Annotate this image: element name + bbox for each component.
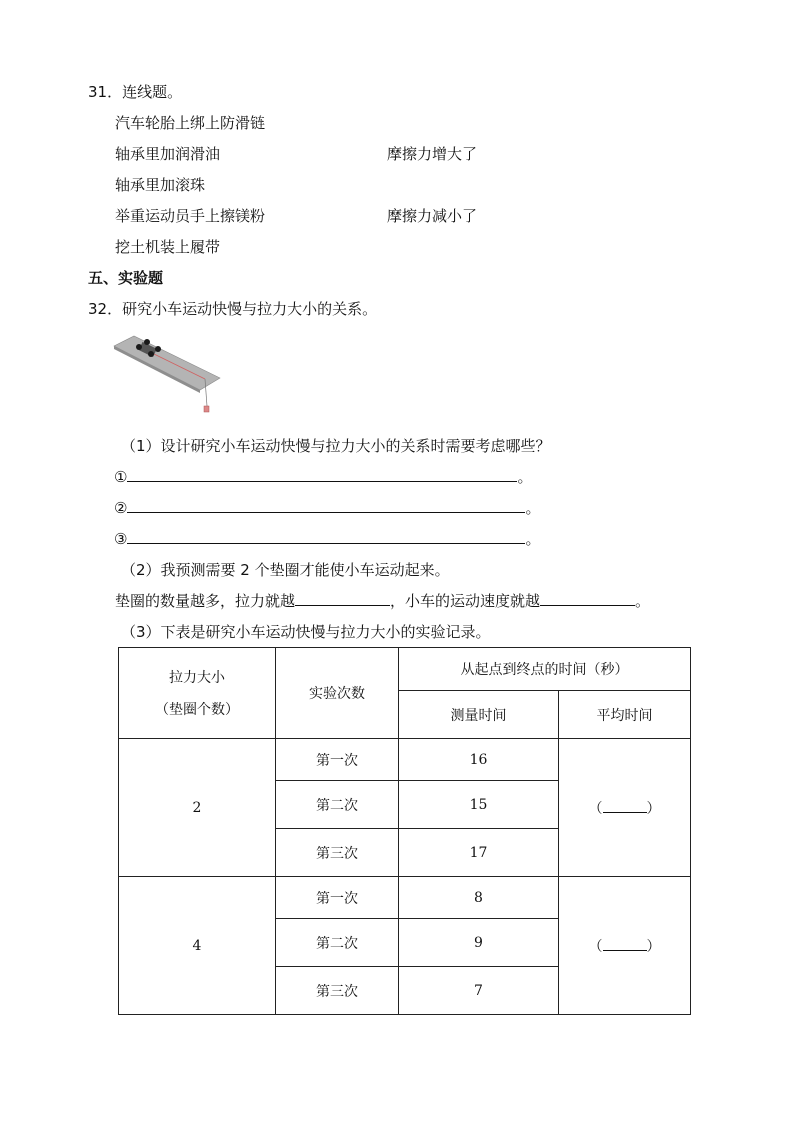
trial-cell: 第一次: [276, 877, 399, 919]
header-time: 从起点到终点的时间（秒）: [399, 648, 691, 691]
section-heading: 五、实验题: [88, 269, 164, 287]
trial-cell: 第一次: [276, 739, 399, 781]
time-cell: 7: [399, 967, 559, 1015]
marker: ③: [114, 530, 128, 548]
answer-line-2: [114, 498, 540, 518]
trial-cell: 第三次: [276, 967, 399, 1015]
header-trial: 实验次数: [276, 648, 399, 739]
blank-speed[interactable]: [540, 591, 635, 606]
experiment-table: [118, 647, 691, 1015]
answer-line-3: [114, 529, 540, 549]
match-left-item: 挖土机装上履带: [115, 238, 221, 256]
average-blank[interactable]: [603, 800, 647, 813]
answer-line-1: [114, 467, 532, 487]
match-left-item: 轴承里加滚珠: [115, 176, 206, 194]
time-cell: 9: [399, 919, 559, 967]
period: 。: [525, 499, 541, 517]
average-blank[interactable]: [603, 938, 647, 951]
blank-3[interactable]: [127, 529, 525, 544]
trial-cell: 第三次: [276, 829, 399, 877]
force-cell: 4: [119, 877, 276, 1015]
header-force: 拉力大小 （垫圈个数）: [119, 648, 276, 739]
header-average: 平均时间: [559, 691, 691, 739]
prediction-line: 垫圈的数量越多，拉力就越 ，小车的运动速度就越 。: [115, 592, 651, 610]
header-measured: 测量时间: [399, 691, 559, 739]
average-cell[interactable]: （ ）: [559, 739, 691, 877]
marker: ①: [114, 468, 128, 486]
time-cell: 15: [399, 781, 559, 829]
q31-title: 31．连线题。: [88, 83, 183, 101]
period: 。: [525, 530, 541, 548]
match-left-item: 举重运动员手上擦镁粉: [115, 207, 266, 225]
blank-force[interactable]: [295, 591, 390, 606]
time-cell: 17: [399, 829, 559, 877]
q32-title: 32．研究小车运动快慢与拉力大小的关系。: [88, 300, 378, 318]
match-right-item: 摩擦力减小了: [387, 207, 478, 225]
match-right-item: 摩擦力增大了: [387, 145, 478, 163]
match-left-item: 轴承里加润滑油: [115, 145, 221, 163]
cart-experiment-figure: [112, 332, 222, 422]
trial-cell: 第二次: [276, 781, 399, 829]
time-cell: 8: [399, 877, 559, 919]
blank-2[interactable]: [127, 498, 525, 513]
blank-1[interactable]: [127, 467, 517, 482]
match-left-item: 汽车轮胎上绑上防滑链: [115, 114, 266, 132]
force-cell: 2: [119, 739, 276, 877]
trial-cell: 第二次: [276, 919, 399, 967]
time-cell: 16: [399, 739, 559, 781]
q32-sub3: （3）下表是研究小车运动快慢与拉力大小的实验记录。: [121, 623, 491, 641]
period: 。: [517, 468, 533, 486]
q32-sub2: （2）我预测需要 2 个垫圈才能使小车运动起来。: [121, 561, 450, 579]
q32-sub1: （1）设计研究小车运动快慢与拉力大小的关系时需要考虑哪些？: [121, 437, 551, 455]
average-cell[interactable]: （ ）: [559, 877, 691, 1015]
marker: ②: [114, 499, 128, 517]
